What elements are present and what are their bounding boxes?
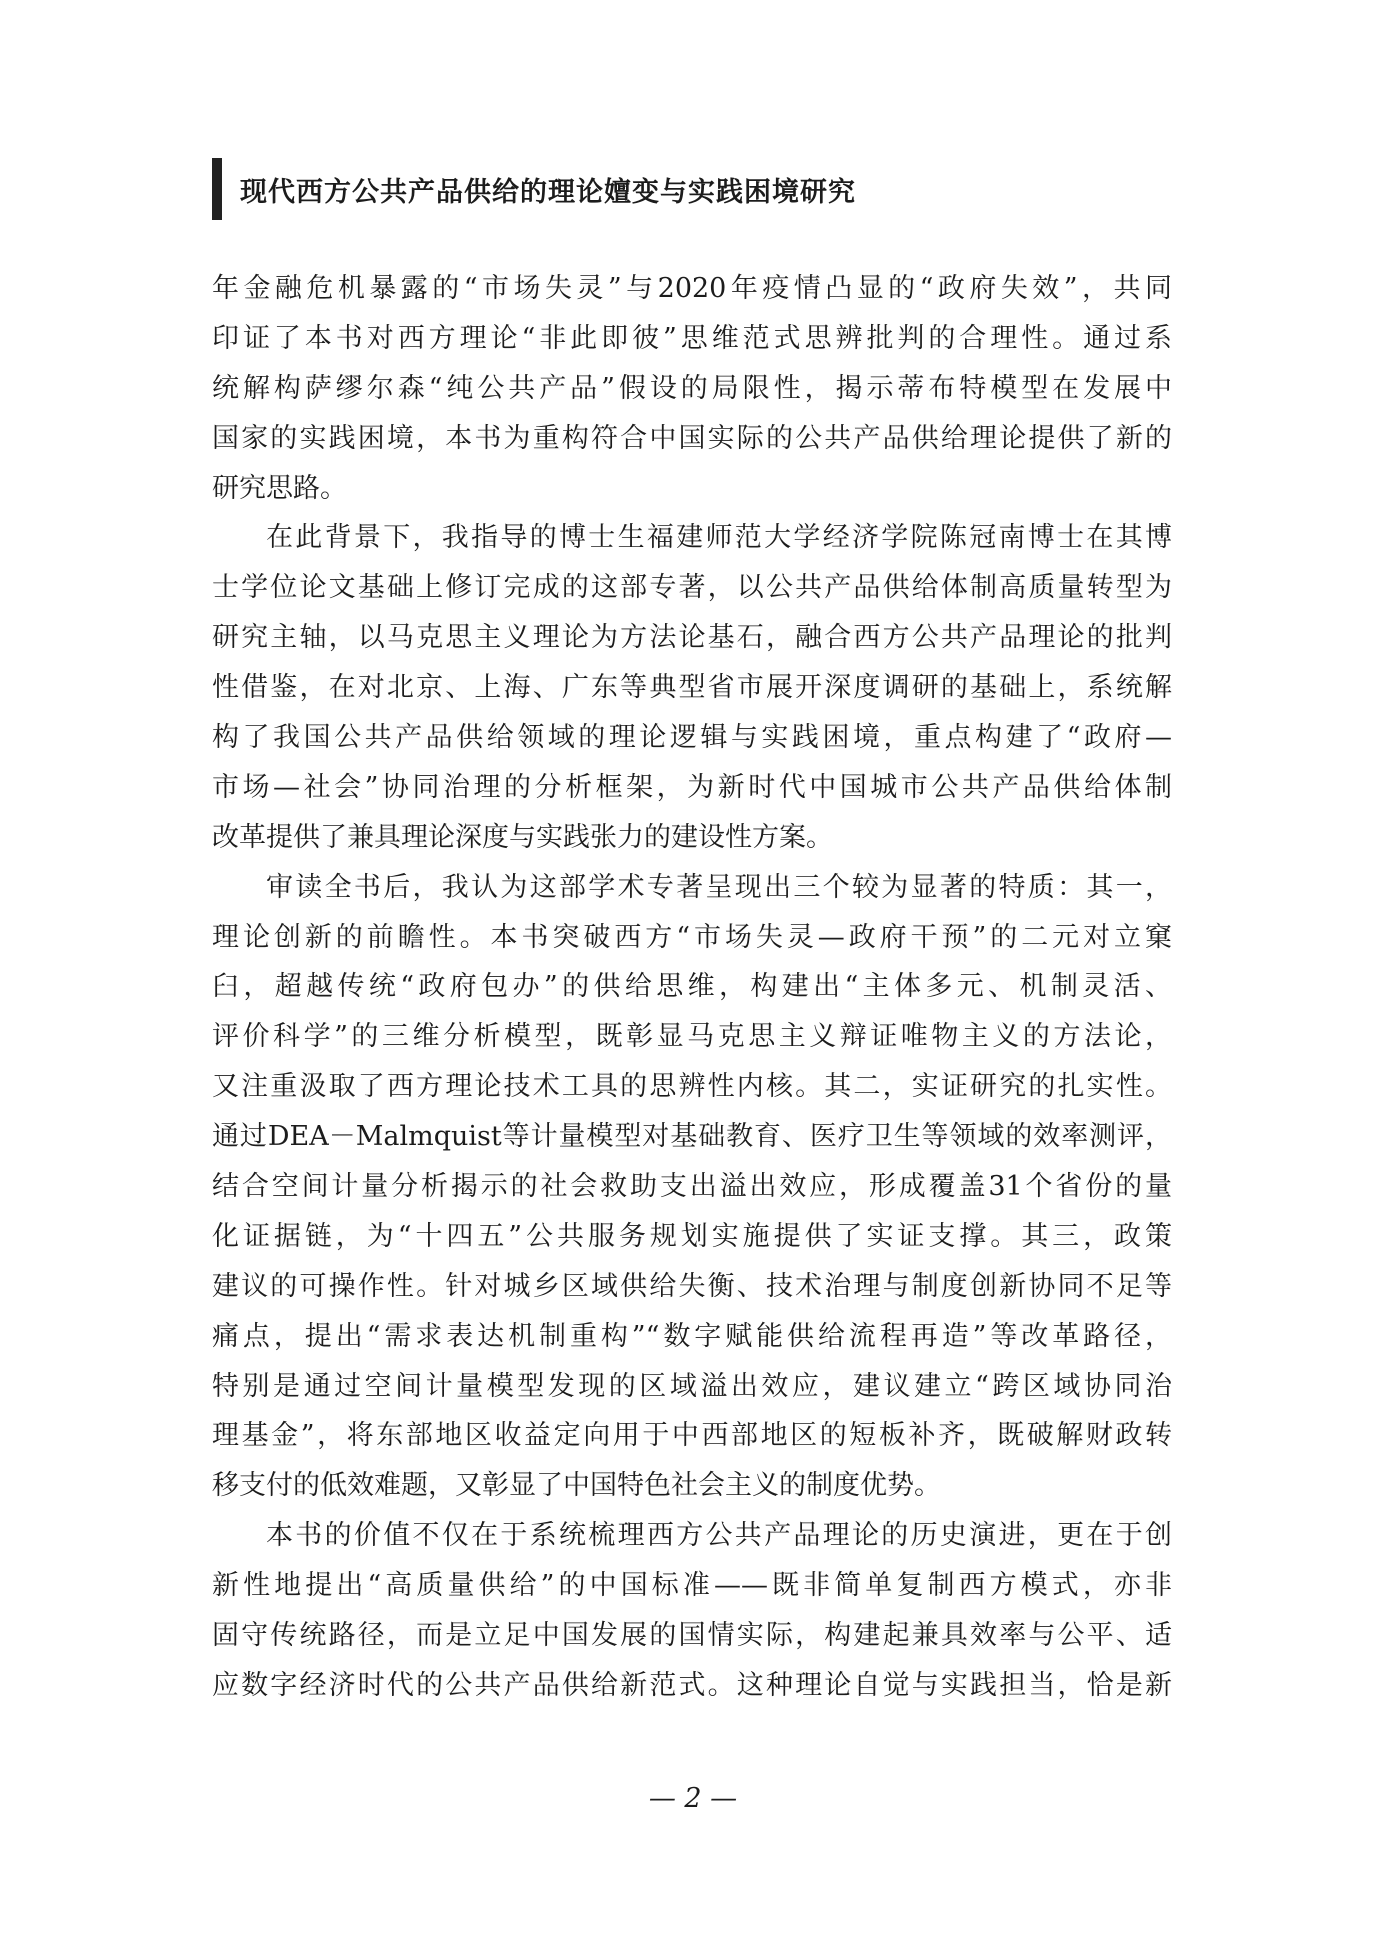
text-line: 建议的可操作性。针对城乡区域供给失衡、技术治理与制度创新协同不足等	[212, 1270, 1172, 1302]
paragraph-first-line: 审读全书后，我认为这部学术专著呈现出三个较为显著的特质：其一，	[266, 871, 1172, 903]
text-line: 痛点，提出“需求表达机制重构”“数字赋能供给流程再造”等改革路径，	[212, 1320, 1172, 1352]
text-line: 又注重汲取了西方理论技术工具的思辨性内核。其二，实证研究的扎实性。	[212, 1071, 1172, 1103]
text-line: 年金融危机暴露的“市场失灵”与2020年疫情凸显的“政府失效”，共同	[212, 273, 1172, 304]
text-line: 研究主轴，以马克思主义理论为方法论基石，融合西方公共产品理论的批判	[212, 622, 1172, 654]
text-line: 士学位论文基础上修订完成的这部专著，以公共产品供给体制高质量转型为	[212, 572, 1172, 604]
text-line: 通过DEA－Malmquist等计量模型对基础教育、医疗卫生等领域的效率测评，	[212, 1121, 1172, 1153]
text-line: 理基金”，将东部地区收益定向用于中西部地区的短板补齐，既破解财政转	[212, 1420, 1172, 1452]
running-header	[212, 158, 856, 220]
body-text	[212, 264, 1172, 1711]
text-line: 结合空间计量分析揭示的社会救助支出溢出效应，形成覆盖31个省份的量	[212, 1171, 1172, 1203]
paragraph-first-line: 本书的价值不仅在于系统梳理西方公共产品理论的历史演进，更在于创	[266, 1520, 1172, 1552]
book-title: 现代西方公共产品供给的理论嬗变与实践困境研究	[240, 176, 856, 208]
text-line: 特别是通过空间计量模型发现的区域溢出效应，建议建立“跨区域协同治	[212, 1370, 1172, 1402]
paragraph-first-line: 在此背景下，我指导的博士生福建师范大学经济学院陈冠南博士在其博	[266, 522, 1172, 554]
text-line: 理论创新的前瞻性。本书突破西方“市场失灵—政府干预”的二元对立窠	[212, 921, 1172, 953]
text-line: 固守传统路径，而是立足中国发展的国情实际，构建起兼具效率与公平、适	[212, 1620, 1172, 1652]
text-line: 国家的实践困境，本书为重构符合中国实际的公共产品供给理论提供了新的	[212, 422, 1172, 454]
text-line: 市场—社会”协同治理的分析框架，为新时代中国城市公共产品供给体制	[212, 771, 1172, 803]
text-line: 印证了本书对西方理论“非此即彼”思维范式思辨批判的合理性。通过系	[212, 322, 1172, 354]
page-number: — 2 —	[648, 1783, 738, 1814]
text-line: 构了我国公共产品供给领域的理论逻辑与实践困境，重点构建了“政府—	[212, 722, 1172, 754]
text-line: 新性地提出“高质量供给”的中国标准——既非简单复制西方模式，亦非	[212, 1570, 1172, 1602]
text-line: 应数字经济时代的公共产品供给新范式。这种理论自觉与实践担当，恰是新	[212, 1669, 1172, 1701]
text-line: 研究思路。	[212, 472, 347, 504]
text-line: 改革提供了兼具理论深度与实践张力的建设性方案。	[212, 821, 833, 853]
text-line: 臼，超越传统“政府包办”的供给思维，构建出“主体多元、机制灵活、	[212, 971, 1172, 1003]
text-line: 性借鉴，在对北京、上海、广东等典型省市展开深度调研的基础上，系统解	[212, 672, 1172, 704]
text-line: 化证据链，为“十四五”公共服务规划实施提供了实证支撑。其三，政策	[212, 1220, 1172, 1252]
text-line: 评价科学”的三维分析模型，既彰显马克思主义辩证唯物主义的方法论，	[212, 1021, 1172, 1053]
text-line: 统解构萨缪尔森“纯公共产品”假设的局限性，揭示蒂布特模型在发展中	[212, 372, 1172, 404]
text-line: 移支付的低效难题，又彰显了中国特色社会主义的制度优势。	[212, 1470, 941, 1502]
